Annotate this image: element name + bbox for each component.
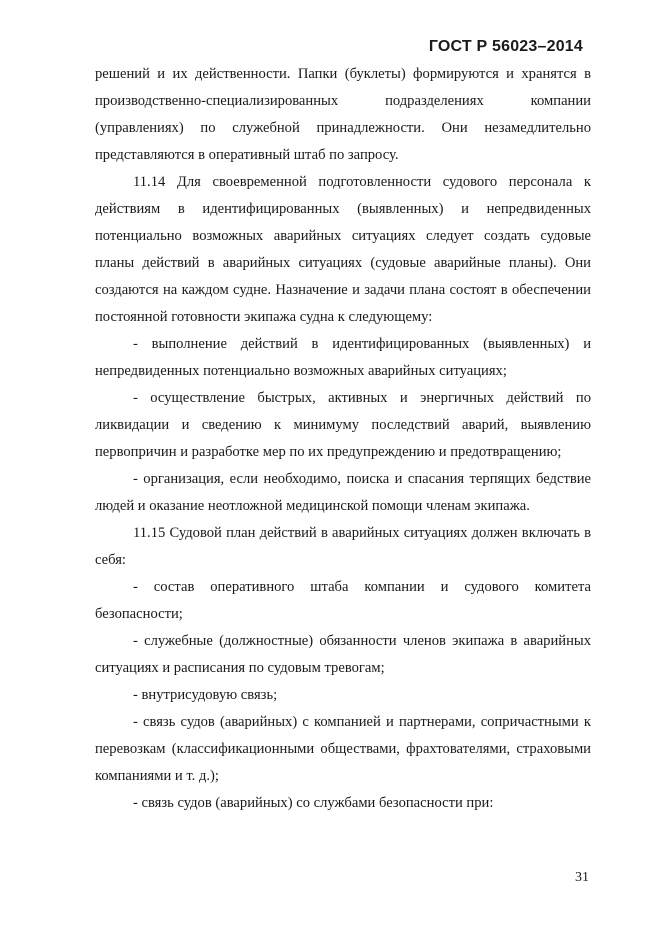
document-body <box>95 61 591 817</box>
paragraph-11-15: 11.15 Судовой план действий в аварийных ситуациях должен включать в себя: <box>95 525 591 568</box>
list-item: - связь судов (аварийных) с компанией и партнерами, сопричастными к перевозкам (классификационными обществами, фрахтователями, страховыми компаниями и т. д.); <box>95 714 591 784</box>
list-item: - связь судов (аварийных) со службами безопасности при: <box>133 795 494 811</box>
paragraph-11-14: 11.14 Для своевременной подготовленности судового персонала к действиям в идентифицированных (выявленных) и непредвиденных потенциально возможных аварийных ситуациях следует создать судовые планы действий в аварийных ситуациях (судовые аварийные планы). Они создаются на каждом судне. Назначение и задачи плана состоят в обеспечении постоянной готовности экипажа судна к следующему: <box>95 174 591 325</box>
list-item: - служебные (должностные) обязанности членов экипажа в аварийных ситуациях и расписания по судовым тревогам; <box>95 633 591 676</box>
page-number: 31 <box>575 870 589 885</box>
list-item: - организация, если необходимо, поиска и спасания терпящих бедствие людей и оказание неотложной медицинской помощи членам экипажа. <box>95 471 591 514</box>
list-item: - выполнение действий в идентифицированных (выявленных) и непредвиденных потенциально возможных аварийных ситуациях; <box>95 336 591 379</box>
list-item: - осуществление быстрых, активных и энергичных действий по ликвидации и сведению к минимуму последствий аварий, выявлению первопричин и разработке мер по их предупреждению и предотвращению; <box>95 390 591 460</box>
paragraph-continuation: решений и их действенности. Папки (буклеты) формируются и хранятся в производственно-специализированных подразделениях компании (управлениях) по служебной принадлежности. Они незамедлительно представляются в оперативный штаб по запросу. <box>95 66 591 163</box>
list-item: - внутрисудовую связь; <box>133 687 278 703</box>
document-header: ГОСТ Р 56023–2014 <box>428 38 583 55</box>
list-item: - состав оперативного штаба компании и судового комитета безопасности; <box>95 579 591 622</box>
